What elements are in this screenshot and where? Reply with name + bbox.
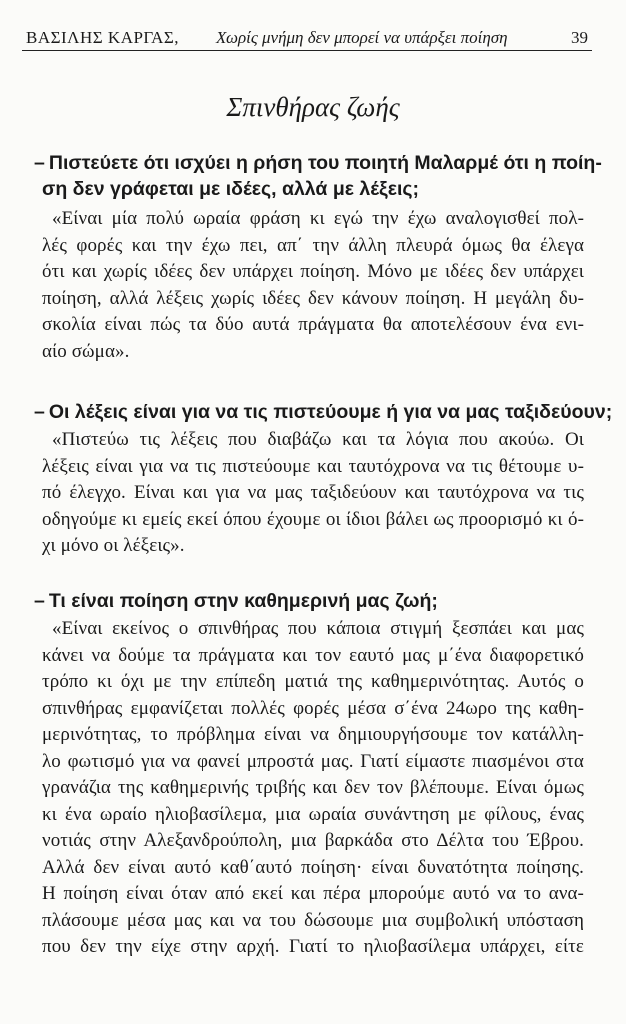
answer-line: που δεν την είχε στην αρχή. Γιατί το ηλιοβασίλεμα υπάρχει, είτε [42,936,584,957]
question-1 [34,150,602,202]
answer-line: κάνει να δούμε τα πράγματα και τον εαυτό μας μ΄ένα διαφορετικό [42,644,584,666]
header-author: ΒΑΣΙΛΗΣ ΚΑΡΓΑΣ, [26,28,180,47]
answer-2 [42,427,584,560]
answer-line: ότι και χωρίς ιδέες δεν υπάρχει ποίηση. Μόνο με ιδέες δεν υπάρχει [42,261,584,282]
answer-line: κι ένα ωραίο ηλιοβασίλεμα, μια ωραία συνάντηση με φίλους, ένας [42,803,584,825]
answer-line: πό έλεγχο. Είναι και για να μας ταξιδεύουν και ταυτόχρονα να τις [42,482,584,503]
interview-section-2 [34,399,613,560]
answer-1 [42,206,584,365]
question-dash: – [34,590,45,612]
answer-line: «Πιστεύω τις λέξεις που διαβάζω και τα λόγια που ακούω. Οι [52,429,584,450]
answer-line: τρόπο κι όχι με την επίπεδη ματιά της καθημερινότητας. Αυτός ο [42,671,584,692]
answer-line: σπινθήρας εμφανίζεται πολλές φορές μέσα σ΄ένα 24ωρο της καθη- [42,697,584,719]
answer-line: «Είναι μία πολύ ωραία φράση κι εγώ την έχω αναλογισθεί πολ- [52,208,584,229]
answer-line: Η ποίηση είναι όταν από εκεί και πέρα μπορούμε αυτό να το ανα- [42,883,584,904]
answer-line: αίο σώμα». [42,340,130,362]
chapter-title: Σπινθήρας ζωής [226,92,400,122]
answer-line: σκολία είναι πώς τα δύο αυτά πράγματα θα αποτελέσουν ένα ενι- [42,314,584,335]
question-2 [34,399,613,425]
answer-line: ποίηση, αλλά λέξεις χωρίς ιδέες δεν κάνουν ποίηση. Η μεγάλη δυ- [42,287,584,309]
answer-line: Αλλά δεν είναι αυτό καθ΄αυτό ποίηση· είναι δυνατότητα ποίησης. [42,856,584,878]
question-text: Τι είναι ποίηση στην καθημερινή μας ζωή; [48,590,438,612]
page-number: 39 [571,28,588,47]
answer-line: μερινότητας, το πρόβλημα είναι να δημιουργήσουμε τον κατάλλη- [42,724,584,745]
answer-line: λές φορές και την έχω πει, απ΄ την άλλη πλευρά όμως θα έλεγα [42,234,584,256]
question-3 [34,588,584,614]
question-dash: – [34,401,45,423]
answer-line: οδηγούμε κι εμείς εκεί όπου έχουμε οι ίδιοι βάλει ως προορισμό κι ό- [42,508,584,530]
answer-line: «Είναι εκείνος ο σπινθήρας που κάποια στιγμή ξεσπάει και μας [52,618,584,639]
interview-section-1 [34,150,602,365]
answer-line: χι μόνο οι λέξεις». [42,535,185,556]
answer-line: πλάσουμε μέσα μας και να του δώσουμε μια συμβολική υπόσταση [42,909,584,931]
answer-line: γρανάζια της καθημερινής τριβής και δεν τον βλέπουμε. Είναι όμως [42,777,584,798]
answer-line: λο φωτισμό για να φανεί μπροστά μας. Γιατί είμαστε πιασμένοι στα [42,750,584,772]
header-book-title: Χωρίς μνήμη δεν μπορεί να υπάρξει ποίηση [216,28,508,47]
answer-3 [42,616,584,961]
question-dash: – [34,152,45,174]
question-text: Οι λέξεις είναι για να τις πιστεύουμε ή για να μας ταξιδεύουν; [48,401,613,423]
answer-line: λέξεις είναι για να τις πιστεύουμε και ταυτόχρονα να τις θέτουμε υ- [42,455,584,477]
question-text-line1: Πιστεύετε ότι ισχύει η ρήση του ποιητή Μαλαρμέ ότι η ποίη- [48,152,602,174]
question-text-line2: ση δεν γράφεται με ιδέες, αλλά με λέξεις; [42,178,420,200]
interview-section-3 [34,588,584,961]
answer-line: νοτιάς στην Αλεξανδρούπολη, μια βαρκάδα στο Δέλτα του Έβρου. [42,830,584,851]
running-header [22,28,592,51]
